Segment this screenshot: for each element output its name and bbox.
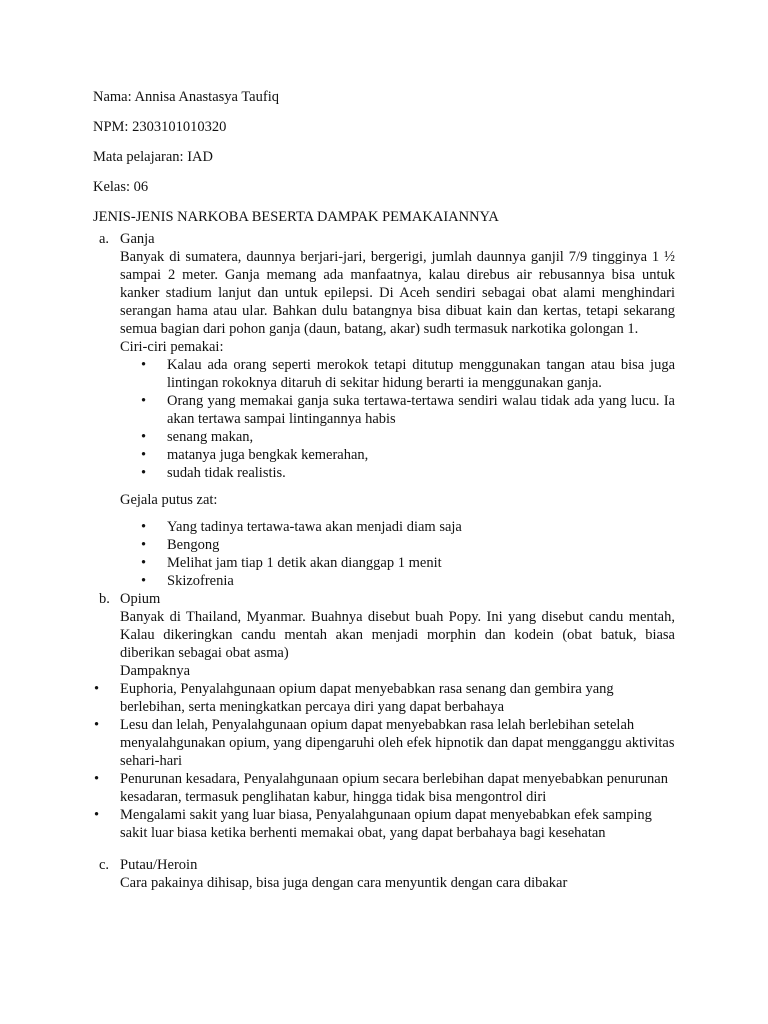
class-number: Kelas: 06 [93,179,149,195]
list-item [120,392,675,428]
bullet-icon: • [141,519,147,535]
list-item [93,770,675,806]
list-item-text: Lesu dan lelah, Penyalahgunaan opium dapat menyebabkan rasa lelah berlebihan setelah menyalahgunakan opium, yang dipengaruhi oleh efek hipnotik dan dapat mengganggu aktivitas sehari-hari [120,717,675,769]
gejala-list [120,518,675,590]
list-item-text: Euphoria, Penyalahgunaan opium dapat menyebabkan rasa senang dan gembira yang berlebihan, serta meningkatkan percaya diri yang dapat berbahaya [120,681,614,715]
section-body: Banyak di sumatera, daunnya berjari-jari, bergerigi, jumlah daunnya ganjil 7/9 tingginya 1 ½ sampai 2 meter. Ganja memang ada manfaatnya, kalau direbus air rebusannya bisa untuk kanker stadium lanjut dan untuk epilepsi. Di Aceh sendiri sebagai obat alami menghindari serangan hama atau ular. Bahkan dulu batangnya bisa dibuat kain dan kertas, tetapi sekarang semua bagian dari pohon ganja (daun, batang, akar) sudh termasuk narkotika golongan 1. [120,249,675,337]
list-item [120,446,675,464]
list-item [93,806,675,842]
bullet-icon: • [94,771,100,787]
list-item-text: matanya juga bengkak kemerahan, [167,447,369,463]
list-item-text: Penurunan kesadara, Penyalahgunaan opium secara berlebihan dapat menyebabkan penurunan kesadaran, termasuk penglihatan kabur, hingga tidak bisa mengontrol diri [120,771,668,805]
list-item-text: Orang yang memakai ganja suka tertawa-tertawa sendiri walau tidak ada yang lucu. Ia akan tertawa sampai lintingannya habis [167,393,675,427]
section-heading: Opium [120,591,161,607]
gejala-label: Gejala putus zat: [120,492,218,508]
dampak-list [94,680,675,842]
spacer [93,842,675,856]
document-content [93,88,675,892]
bullet-icon: • [141,393,147,409]
document-title: JENIS-JENIS NARKOBA BESERTA DAMPAK PEMAKAIANNYA [93,209,499,225]
list-item-text: Bengong [167,537,220,553]
list-item [120,464,675,482]
section-body: Cara pakainya dihisap, bisa juga dengan cara menyuntik dengan cara dibakar [120,875,568,891]
section-marker: b. [99,591,110,607]
section-heading: Putau/Heroin [120,857,198,873]
bullet-icon: • [141,537,147,553]
list-item [120,356,675,392]
list-item [120,536,675,554]
bullet-icon: • [141,573,147,589]
section-marker: a. [99,231,110,247]
section-body: Banyak di Thailand, Myanmar. Buahnya disebut buah Popy. Ini yang disebut candu mentah, Kalau dikeringkan candu mentah akan menjadi morphin dan kodein (obat batuk, biasa diberikan sebagai obat asma) [120,609,675,661]
bullet-icon: • [141,465,147,481]
bullet-icon: • [94,717,100,733]
bullet-icon: • [141,555,147,571]
list-item [120,518,675,536]
bullet-icon: • [141,357,147,373]
ciri-label: Ciri-ciri pemakai: [120,339,224,355]
bullet-icon: • [94,807,100,823]
ciri-list [120,356,675,482]
section-putau-heroin [93,856,675,892]
student-npm: NPM: 2303101010320 [93,119,227,135]
bullet-icon: • [94,681,100,697]
section-marker: c. [99,857,110,873]
dampak-label: Dampaknya [120,663,191,679]
list-item-text: Mengalami sakit yang luar biasa, Penyalahgunaan opium dapat menyebabkan efek samping sakit luar biasa ketika berhenti memakai obat, yang dapat berbahaya bagi kesehatan [120,807,652,841]
spacer [120,509,675,518]
list-item [93,680,675,716]
section-heading: Ganja [120,231,155,247]
list-item-text: Skizofrenia [167,573,234,589]
student-name: Nama: Annisa Anastasya Taufiq [93,89,279,105]
list-item-text: Kalau ada orang seperti merokok tetapi ditutup menggunakan tangan atau bisa juga lintingan rokoknya ditaruh di sekitar hidung berarti ia menggunakan ganja. [167,357,675,391]
list-item [120,554,675,572]
list-item [120,428,675,446]
bullet-icon: • [141,429,147,445]
spacer [120,482,675,491]
section-opium [93,590,675,842]
list-item-text: Melihat jam tiap 1 detik akan dianggap 1 menit [167,555,442,571]
list-item-text: Yang tadinya tertawa-tawa akan menjadi diam saja [167,519,462,535]
list-item-text: senang makan, [167,429,254,445]
list-item-text: sudah tidak realistis. [167,465,286,481]
list-item [93,716,675,770]
subject: Mata pelajaran: IAD [93,149,213,165]
list-item [120,572,675,590]
section-ganja [93,230,675,590]
bullet-icon: • [141,447,147,463]
